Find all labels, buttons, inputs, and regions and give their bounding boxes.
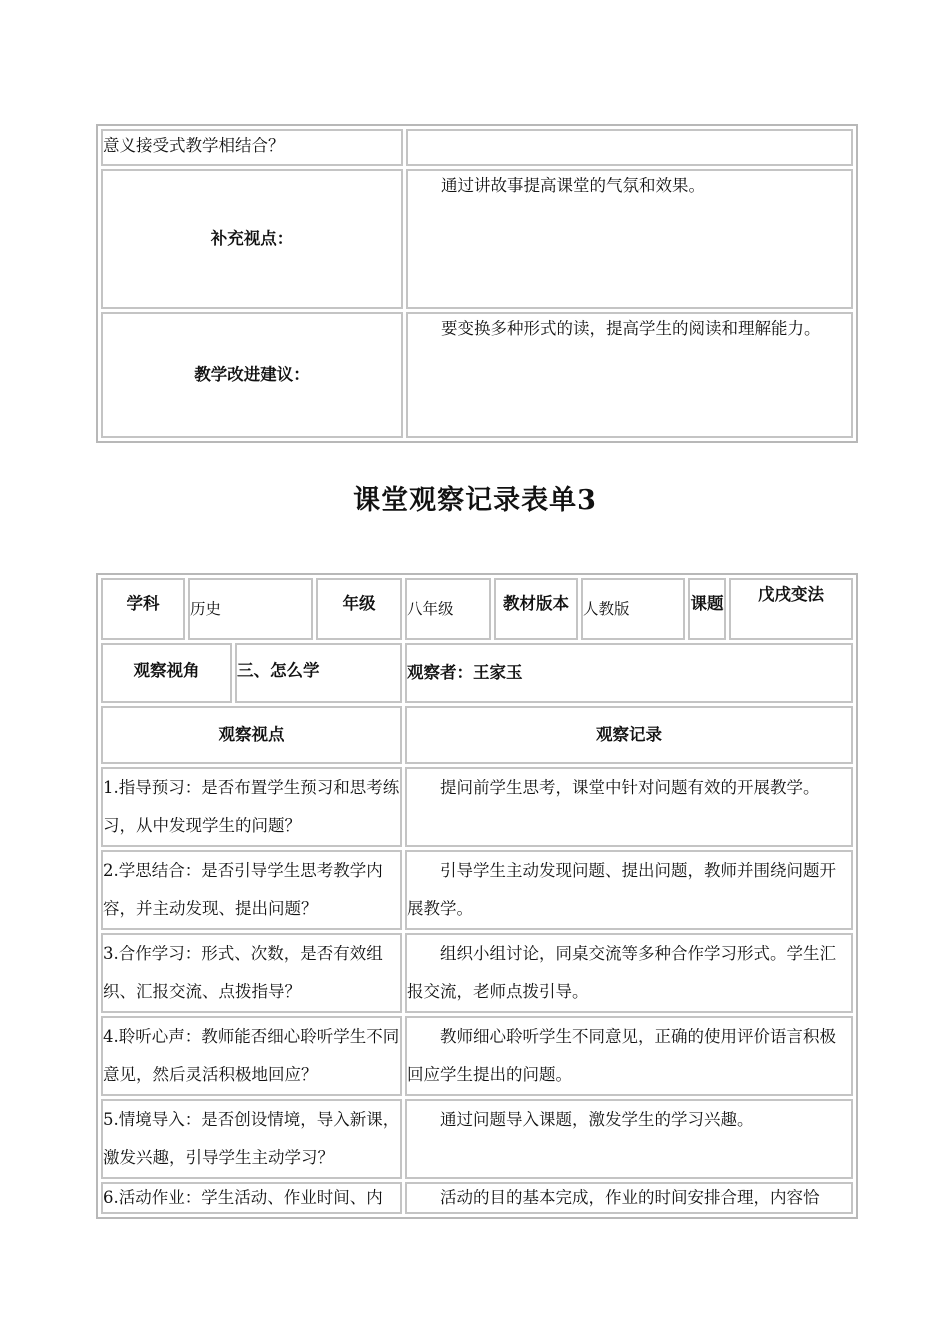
grade-label: 年级 [342, 594, 376, 613]
col-header-points [101, 706, 402, 764]
row-answer-cell [406, 129, 853, 166]
angle-value: 三、怎么学 [237, 661, 320, 680]
point-text: 1.指导预习：是否布置学生预习和思考练习，从中发现学生的问题？ [103, 778, 400, 835]
record-text: 教师细心聆听学生不同意见，正确的使用评价语言积极回应学生提出的问题。 [407, 1027, 837, 1084]
col-header-records [405, 706, 853, 764]
improvement-text-cell [406, 312, 853, 438]
angle-value-cell [235, 643, 402, 703]
observer-cell [405, 643, 853, 703]
supplementary-text-cell [406, 169, 853, 309]
topic-label-cell [688, 578, 726, 640]
row-question-cell [101, 129, 403, 166]
point-text: 5.情境导入：是否创设情境，导入新课，激发兴趣，引导学生主动学习？ [103, 1110, 400, 1167]
angle-label: 观察视角 [133, 661, 200, 680]
record-text: 活动的目的基本完成，作业的时间安排合理，内容恰 [440, 1188, 820, 1207]
observation-record [405, 767, 853, 847]
subject-value: 历史 [190, 600, 222, 618]
observer-text: 观察者：王家玉 [407, 663, 523, 682]
observation-point [101, 1016, 402, 1096]
topic-value-cell [729, 578, 853, 640]
record-text: 引导学生主动发现问题、提出问题，教师并围绕问题开展教学。 [407, 861, 837, 918]
edition-value: 人教版 [583, 600, 630, 618]
record-text: 组织小组讨论，同桌交流等多种合作学习形式。学生汇报交流，老师点拨引导。 [407, 944, 837, 1001]
subject-label-cell [101, 578, 185, 640]
improvement-label-cell [101, 312, 403, 438]
point-text: 4.聆听心声：教师能否细心聆听学生不同意见，然后灵活积极地回应？ [103, 1027, 400, 1084]
observation-point [101, 850, 402, 930]
observation-record [405, 1099, 853, 1179]
improvement-text: 要变换多种形式的读，提高学生的阅读和理解能力。 [441, 319, 821, 338]
grade-value-cell [405, 578, 491, 640]
angle-label-cell [101, 643, 232, 703]
supplementary-label: 补充视点： [210, 229, 294, 248]
point-text: 2.学思结合：是否引导学生思考教学内容，并主动发现、提出问题？ [103, 861, 383, 918]
form-title: 课堂观察记录表单3 [353, 485, 597, 516]
grade-value: 八年级 [407, 600, 454, 618]
supplementary-label-cell [101, 169, 403, 309]
observation-record [405, 850, 853, 930]
record-text: 提问前学生思考，课堂中针对问题有效的开展教学。 [440, 778, 820, 797]
topic-value: 戊戌变法 [758, 585, 824, 604]
question-text: 意义接受式教学相结合？ [103, 136, 285, 155]
edition-value-cell [581, 578, 685, 640]
topic-label: 课题 [690, 594, 724, 613]
point-text: 6.活动作业：学生活动、作业时间、内 [103, 1188, 383, 1207]
observation-record [405, 1182, 853, 1214]
evaluation-table-continued [96, 124, 858, 443]
record-text: 通过问题导入课题，激发学生的学习兴趣。 [440, 1110, 754, 1129]
observation-record-table [96, 573, 858, 1219]
supplementary-text: 通过讲故事提高课堂的气氛和效果。 [441, 176, 705, 195]
observation-point [101, 1182, 402, 1214]
grade-label-cell [316, 578, 402, 640]
observation-record [405, 1016, 853, 1096]
subject-label: 学科 [126, 594, 160, 613]
subject-value-cell [188, 578, 313, 640]
observation-point [101, 933, 402, 1013]
observation-point [101, 767, 402, 847]
improvement-label: 教学改进建议： [194, 365, 310, 384]
edition-label: 教材版本 [503, 594, 570, 613]
observation-point [101, 1099, 402, 1179]
observation-record [405, 933, 853, 1013]
records-header: 观察记录 [596, 725, 662, 744]
points-header: 观察视点 [218, 725, 285, 744]
edition-label-cell [494, 578, 578, 640]
point-text: 3.合作学习：形式、次数，是否有效组织、汇报交流、点拨指导？ [103, 944, 383, 1001]
